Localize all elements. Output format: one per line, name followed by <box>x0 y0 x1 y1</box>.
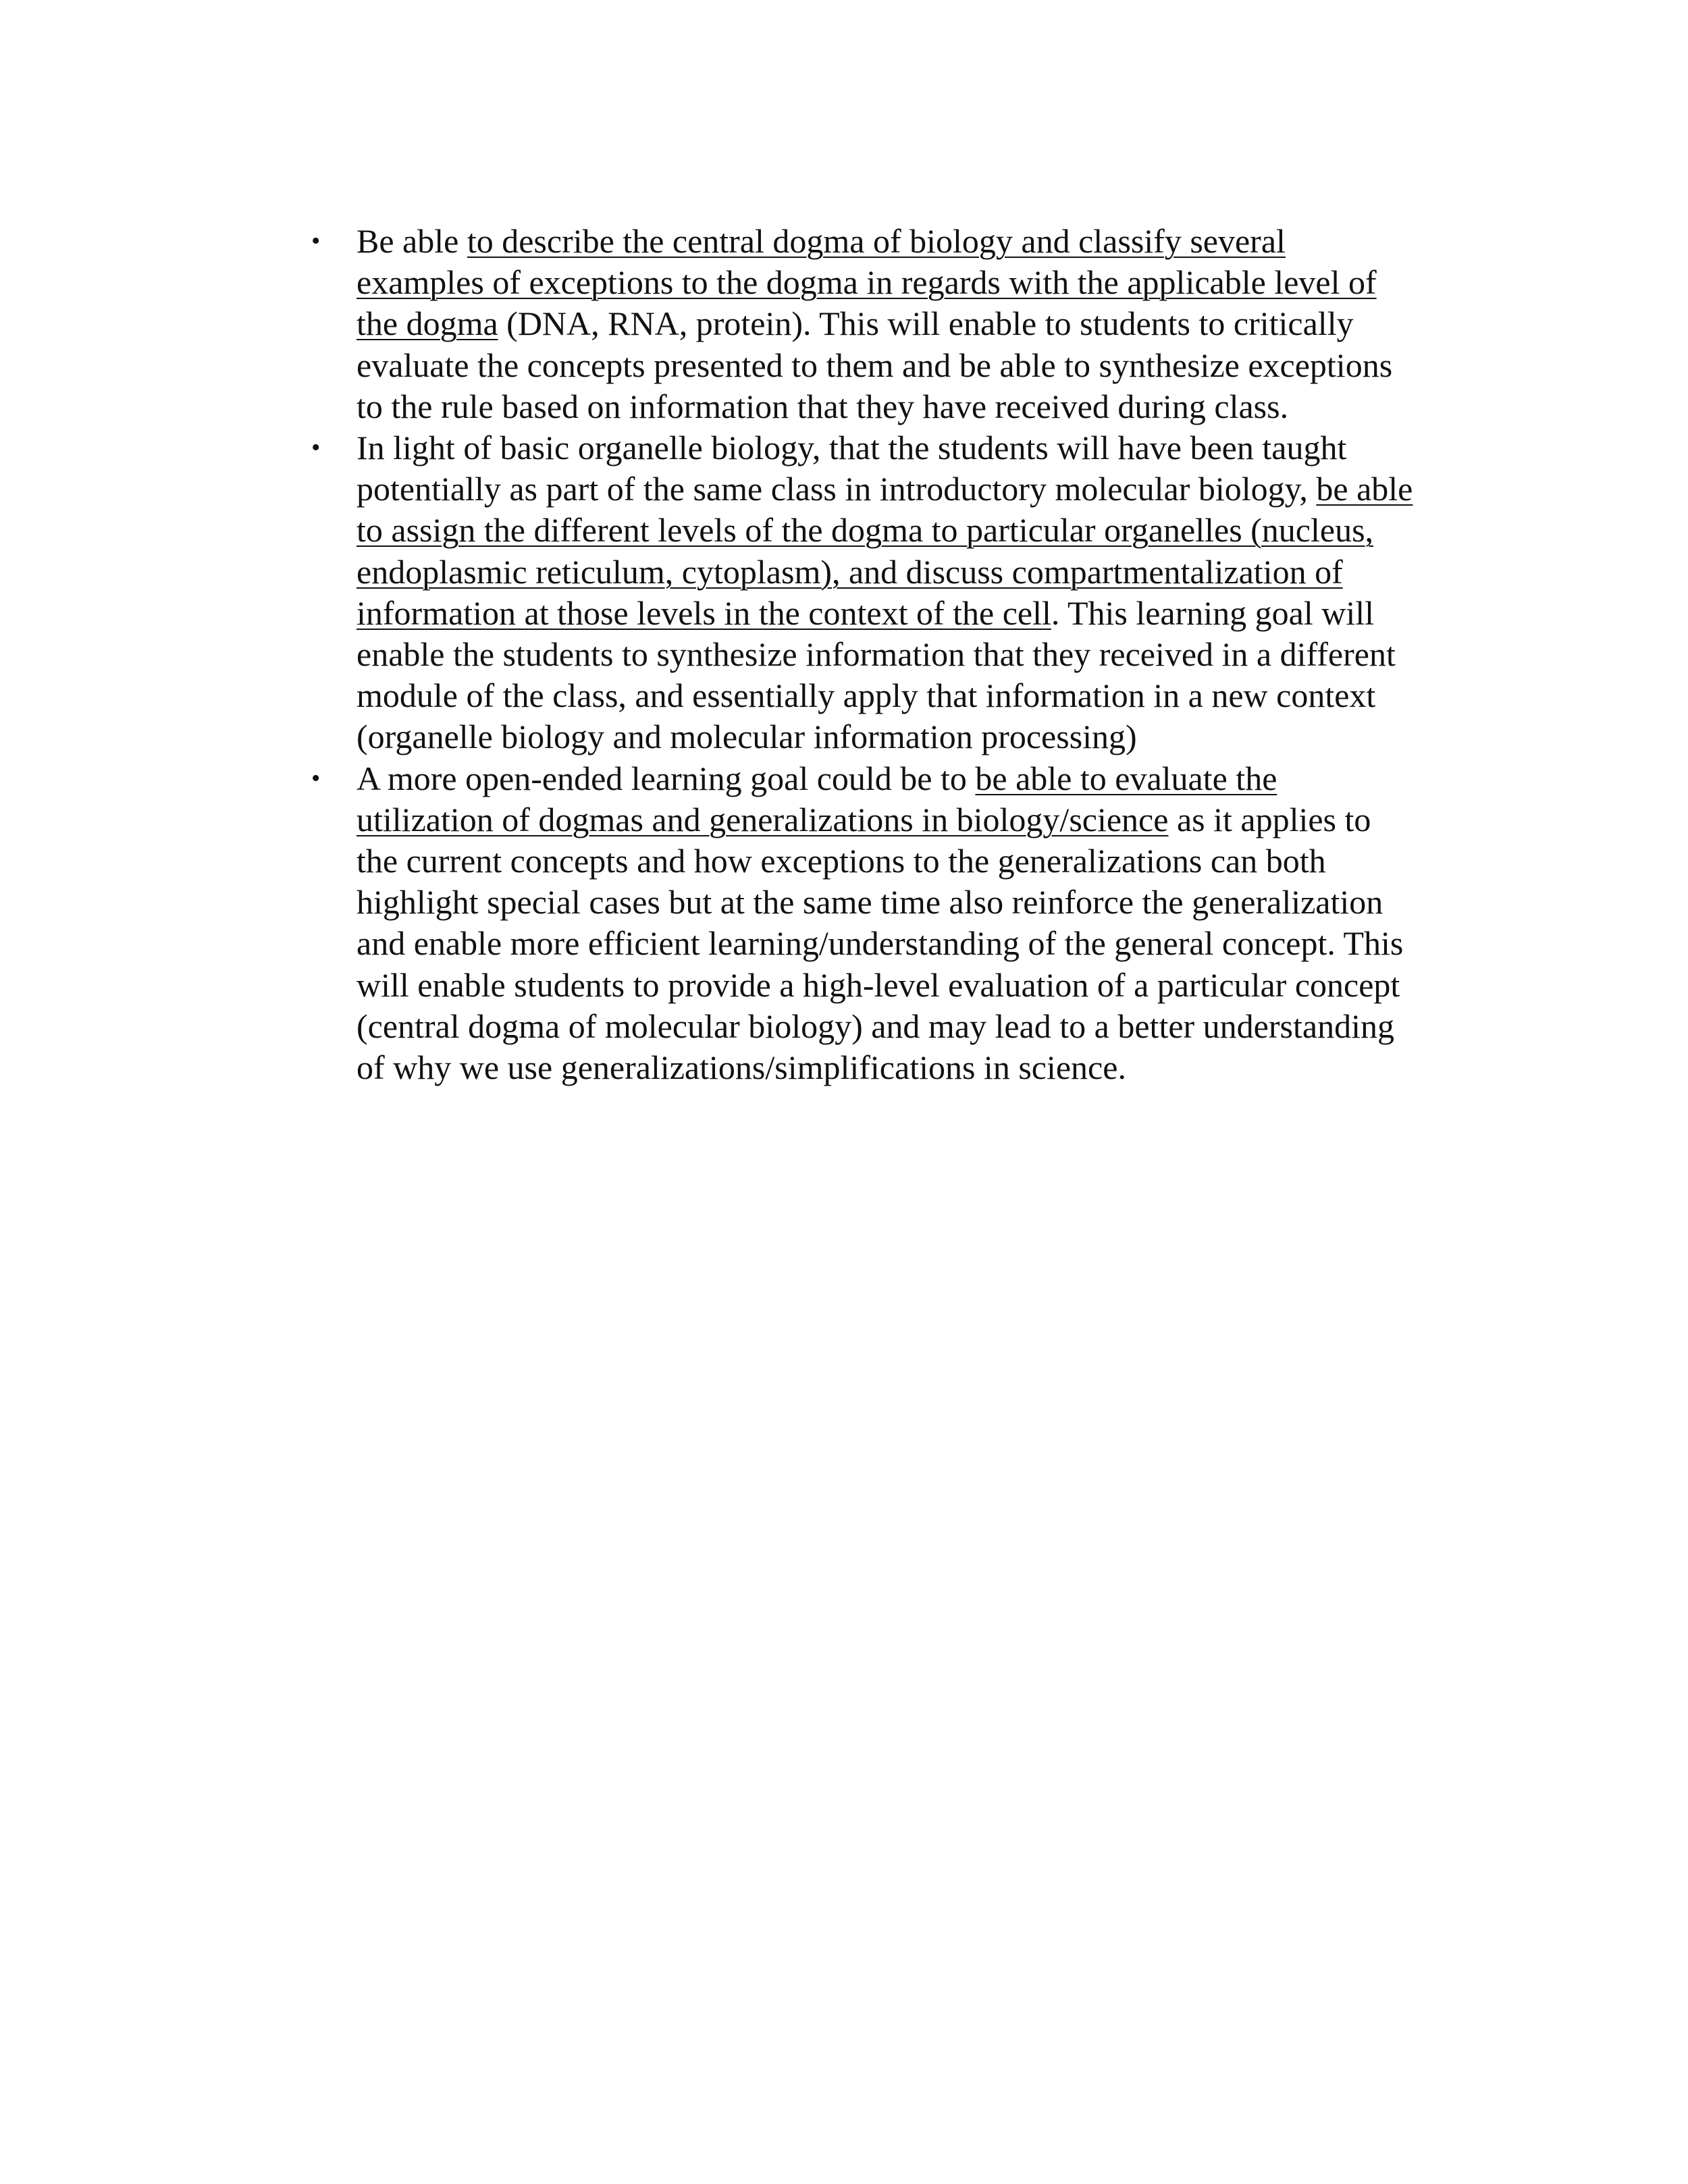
goal-text-rest: as it applies to the current concepts and how exceptions to the generalizations can both highlight special cases but at the same time also reinforce the generalization and enable more efficient learning/understanding of the general concept. This will enable students to provide a high-level evaluation of a particular concept (central dogma of molecular biology) and may lead to a better understanding of why we use generalizations/simplifications in science. <box>357 800 1404 1087</box>
goal-text-underlined: to describe the central dogma of biology and classify several examples of exceptions to the dogma in regards with the applicable level of the dogma <box>357 222 1377 343</box>
goal-text-intro: In light of basic organelle biology, that the students will have been taught potentially as part of the same class in introductory molecular biology, <box>357 429 1347 508</box>
bullet-icon: • <box>311 764 321 793</box>
learning-goal-item <box>311 758 1417 1089</box>
goal-text-rest: (DNA, RNA, protein). This will enable to students to critically evaluate the concepts presented to them and be able to synthesize exceptions to the rule based on information that they have received during class. <box>357 304 1393 425</box>
goal-text-rest: . This learning goal will enable the students to synthesize information that they received in a different module of the class, and essentially apply that information in a new context (organelle biology and molecular information processing) <box>357 593 1396 756</box>
goal-text-underlined: be able to assign the different levels of the dogma to particular organelles (nucleus, endoplasmic reticulum, cytoplasm), and discuss compartmentalization of information at those levels in the context of the cell <box>357 470 1413 632</box>
goal-text-intro: A more open-ended learning goal could be to <box>357 759 976 797</box>
bullet-icon: • <box>311 227 321 255</box>
goal-text-underlined: be able to evaluate the utilization of dogmas and generalizations in biology/science <box>357 759 1277 838</box>
learning-goal-item <box>311 221 1417 427</box>
learning-goals-list <box>0 221 1417 1088</box>
goal-text-intro: Be able <box>357 222 467 260</box>
learning-goal-item <box>311 427 1417 758</box>
bullet-icon: • <box>311 433 321 462</box>
